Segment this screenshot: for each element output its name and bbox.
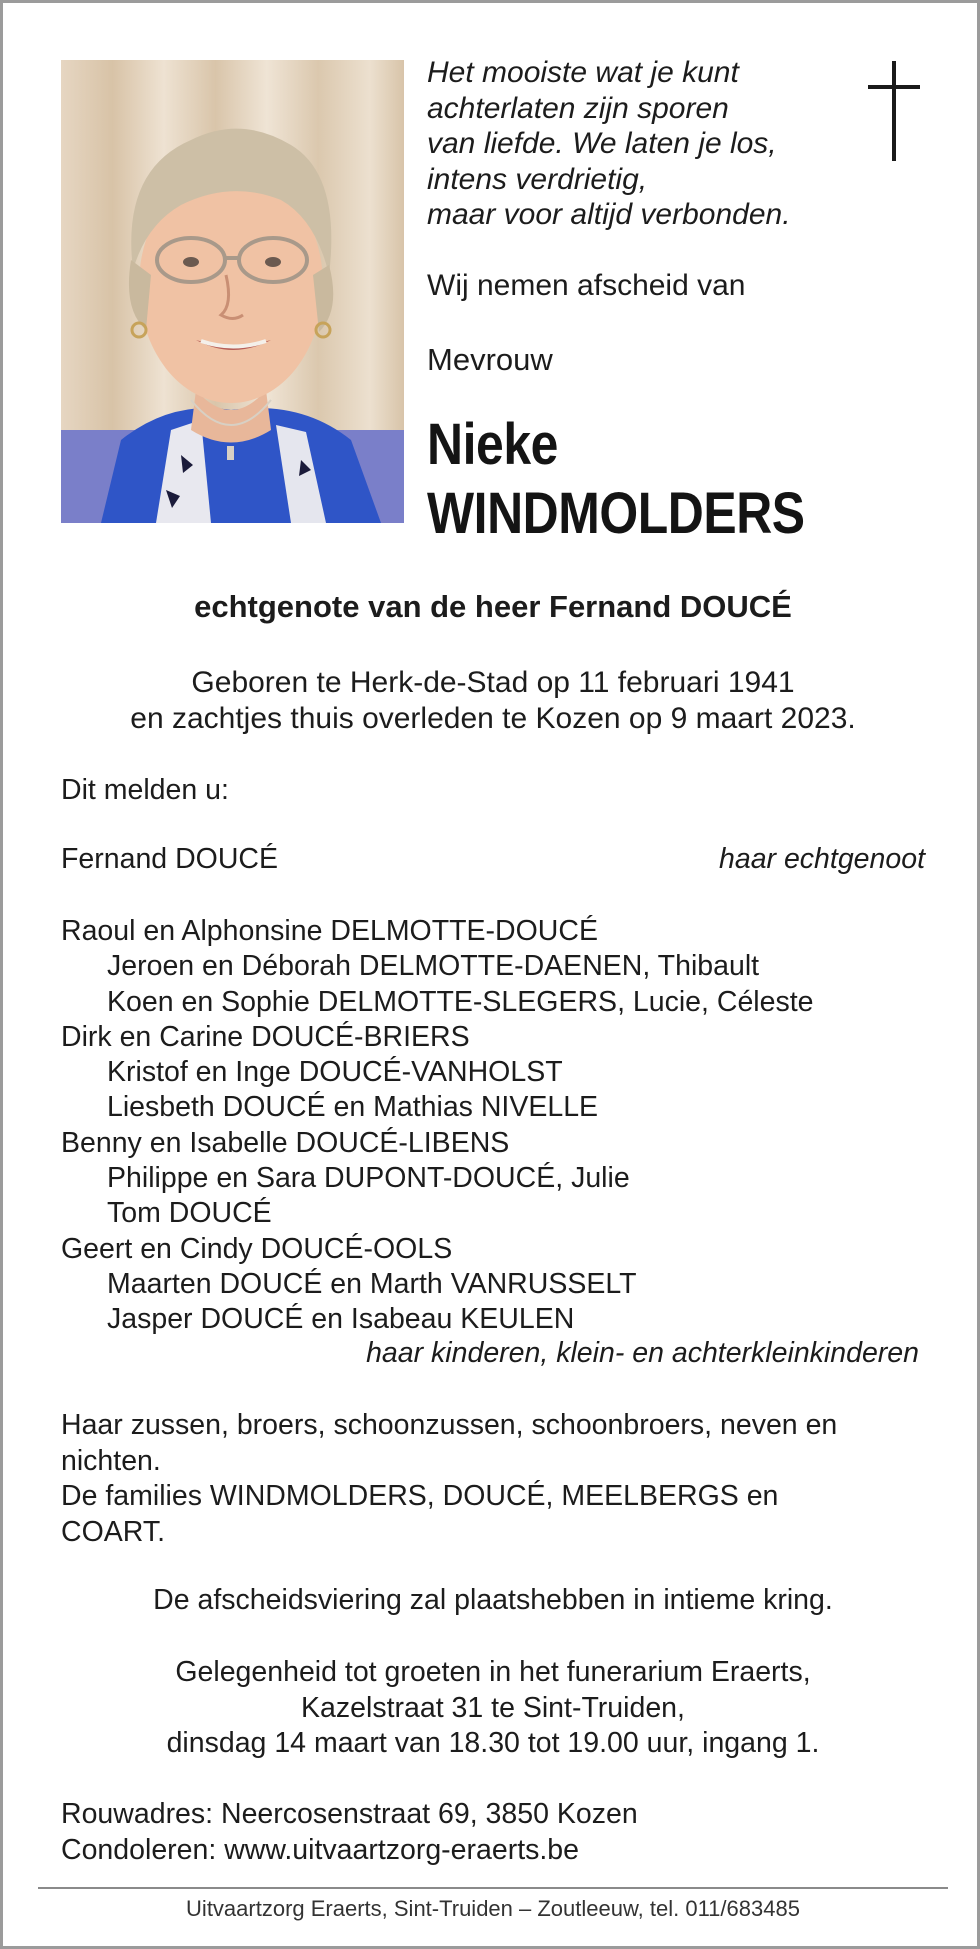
family-member: Dirk en Carine DOUCÉ-BRIERS (61, 1020, 470, 1053)
intro-text: Wij nemen afscheid van (427, 269, 746, 302)
portrait-photo (61, 60, 404, 523)
poem-line: van liefde. We laten je los, (427, 127, 777, 160)
family-member-sub: Liesbeth DOUCÉ en Mathias NIVELLE (107, 1091, 599, 1124)
relatives-line: COART. (61, 1515, 165, 1548)
relatives-line: nichten. (61, 1444, 161, 1477)
family-member: Benny en Isabelle DOUCÉ-LIBENS (61, 1126, 510, 1159)
husband-name: Fernand DOUCÉ (61, 843, 278, 875)
poem-line: maar voor altijd verbonden. (427, 198, 791, 231)
spouse-line: echtgenote van de heer Fernand DOUCÉ (194, 589, 792, 624)
visit-line: dinsdag 14 maart van 18.30 tot 19.00 uur, ingang 1. (166, 1727, 820, 1759)
mourning-address: Rouwadres: Neercosenstraat 69, 3850 Kozen (61, 1798, 638, 1830)
honorific: Mevrouw (427, 342, 553, 377)
cross-icon (865, 61, 925, 161)
condolence-link[interactable]: Condoleren: www.uitvaartzorg-eraerts.be (61, 1833, 579, 1866)
family-member-sub: Kristof en Inge DOUCÉ-VANHOLST (107, 1056, 563, 1089)
first-name: Nieke (427, 412, 558, 477)
family-list (61, 914, 814, 1338)
family-member: Raoul en Alphonsine DELMOTTE-DOUCÉ (61, 915, 598, 947)
relatives-line: Haar zussen, broers, schoonzussen, schoonbroers, neven en (61, 1409, 838, 1441)
death-line: en zachtjes thuis overleden te Kozen op 9 maart 2023. (130, 702, 856, 735)
footer-divider (38, 1887, 948, 1889)
deceased-name (427, 410, 805, 548)
family-member: Geert en Cindy DOUCÉ-OOLS (61, 1232, 453, 1265)
service-info: De afscheidsviering zal plaatshebben in intieme kring. (153, 1584, 833, 1616)
birth-death-info (3, 665, 980, 737)
last-name: WINDMOLDERS (427, 481, 805, 546)
relatives (61, 1408, 931, 1550)
family-member-sub: Koen en Sophie DELMOTTE-SLEGERS, Lucie, Céleste (107, 985, 814, 1018)
visit-line: Gelegenheid tot groeten in het funerarium Eraerts, (175, 1656, 811, 1688)
poem (427, 55, 827, 233)
family-member-sub: Jeroen en Déborah DELMOTTE-DAENEN, Thibault (107, 950, 760, 983)
footer-text: Uitvaartzorg Eraerts, Sint-Truiden – Zoutleeuw, tel. 011/683485 (186, 1896, 800, 1921)
poem-line: achterlaten zijn sporen (427, 91, 729, 125)
husband-role: haar echtgenoot (719, 843, 925, 875)
family-member-sub: Tom DOUCÉ (107, 1197, 272, 1230)
contact-info (61, 1797, 638, 1868)
portrait-illustration (61, 60, 404, 523)
poem-line: Het mooiste wat je kunt (427, 56, 739, 89)
announce-text: Dit melden u: (61, 774, 229, 806)
relatives-line: De families WINDMOLDERS, DOUCÉ, MEELBERGS en (61, 1480, 779, 1512)
visitation-info (3, 1655, 980, 1762)
family-member-sub: Philippe en Sara DUPONT-DOUCÉ, Julie (107, 1162, 630, 1195)
family-role: haar kinderen, klein- en achterkleinkinderen (366, 1337, 919, 1369)
husband-row (61, 843, 925, 876)
birth-line: Geboren te Herk-de-Stad op 11 februari 1941 (191, 666, 795, 699)
poem-line: intens verdrietig, (427, 162, 648, 196)
family-member-sub: Jasper DOUCÉ en Isabeau KEULEN (107, 1303, 575, 1336)
visit-line: Kazelstraat 31 te Sint-Truiden, (301, 1691, 685, 1724)
family-member-sub: Maarten DOUCÉ en Marth VANRUSSELT (107, 1267, 637, 1300)
